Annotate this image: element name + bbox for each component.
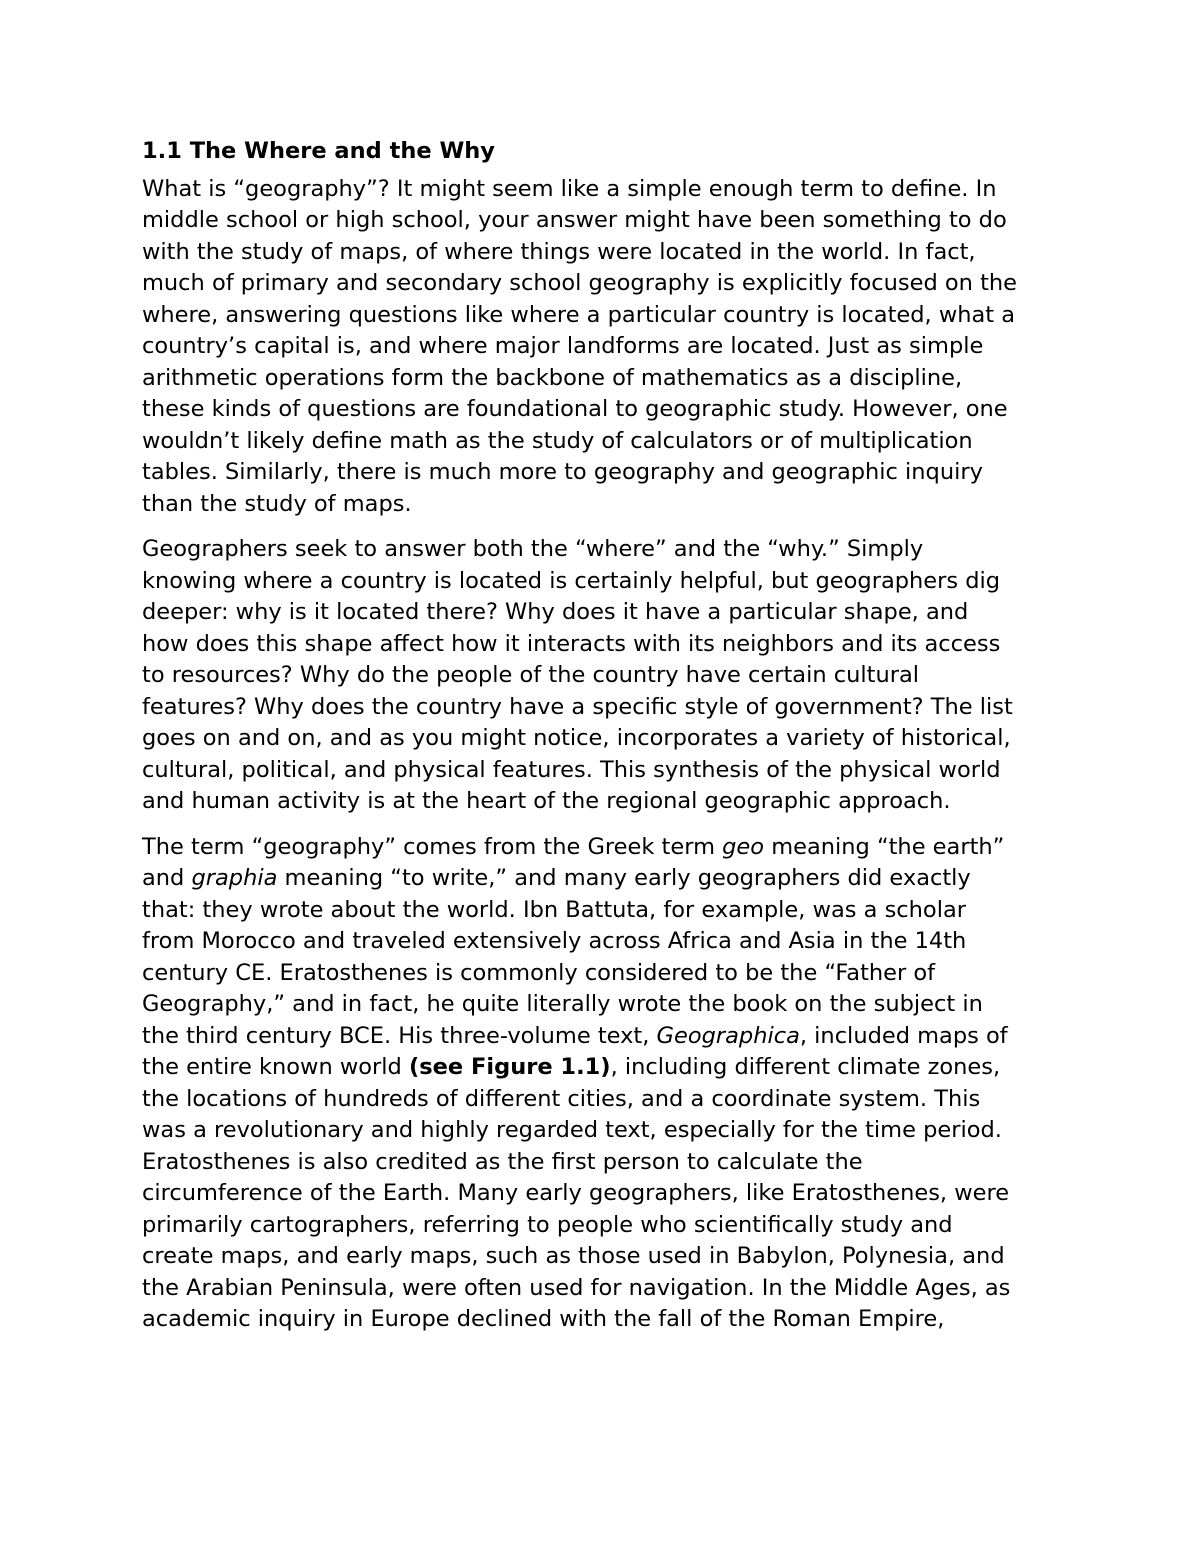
text-run: the third century BCE. His three-volume text, bbox=[142, 1022, 657, 1049]
text-line: What is “geography”? It might seem like a simple enough term to define. In bbox=[142, 175, 997, 202]
text-run: , including different climate zones, bbox=[610, 1054, 1001, 1080]
section-heading: 1.1 The Where and the Why bbox=[142, 138, 495, 164]
text-line: cultural, political, and physical features. This synthesis of the physical world bbox=[142, 756, 1001, 783]
text-line: the locations of hundreds of different cities, and a coordinate system. This bbox=[142, 1085, 981, 1112]
text-line: where, answering questions like where a particular country is located, what a bbox=[142, 301, 1016, 328]
text-line: century CE. Eratosthenes is commonly considered to be the “Father of bbox=[142, 959, 936, 986]
text-line bbox=[142, 1021, 1072, 1053]
italic-title: Geographica bbox=[656, 1022, 800, 1049]
text-line: how does this shape affect how it interacts with its neighbors and its access bbox=[142, 630, 1001, 657]
text-line: to resources? Why do the people of the country have certain cultural bbox=[142, 662, 920, 688]
text-line bbox=[142, 863, 1072, 895]
text-line: than the study of maps. bbox=[142, 490, 412, 517]
text-run: The term “geography” comes from the Greek term bbox=[142, 833, 723, 860]
text-line: create maps, and early maps, such as those used in Babylon, Polynesia, and bbox=[142, 1243, 1005, 1269]
text-line: from Morocco and traveled extensively across Africa and Asia in the 14th bbox=[142, 928, 967, 954]
text-line: the Arabian Peninsula, were often used for navigation. In the Middle Ages, as bbox=[142, 1274, 1011, 1301]
text-line bbox=[142, 1052, 1072, 1084]
text-line: goes on and on, and as you might notice, incorporates a variety of historical, bbox=[142, 725, 1011, 751]
text-line: knowing where a country is located is certainly helpful, but geographers dig bbox=[142, 567, 1001, 594]
italic-term: geo bbox=[722, 833, 765, 860]
figure-reference: (see Figure 1.1) bbox=[408, 1054, 611, 1080]
text-line: deeper: why is it located there? Why does it have a particular shape, and bbox=[142, 599, 969, 625]
text-line bbox=[142, 832, 1072, 864]
paragraph-3 bbox=[142, 832, 1072, 1336]
text-line: was a revolutionary and highly regarded text, especially for the time period. bbox=[142, 1117, 1002, 1143]
text-line: that: they wrote about the world. Ibn Battuta, for example, was a scholar bbox=[142, 896, 966, 923]
text-line: middle school or high school, your answer might have been something to do bbox=[142, 207, 1007, 233]
text-line: tables. Similarly, there is much more to geography and geographic inquiry bbox=[142, 459, 983, 485]
text-line: arithmetic operations form the backbone of mathematics as a discipline, bbox=[142, 364, 963, 391]
text-run: and bbox=[142, 865, 192, 891]
paragraph-1 bbox=[142, 174, 1072, 521]
text-line: features? Why does the country have a specific style of government? The list bbox=[142, 693, 1013, 720]
text-line: with the study of maps, of where things were located in the world. In fact, bbox=[142, 238, 976, 265]
text-line: much of primary and secondary school geography is explicitly focused on the bbox=[142, 270, 1018, 296]
text-line: primarily cartographers, referring to people who scientifically study and bbox=[142, 1211, 953, 1238]
text-line: and human activity is at the heart of the regional geographic approach. bbox=[142, 788, 951, 814]
paragraph-2 bbox=[142, 534, 1072, 818]
text-line: Eratosthenes is also credited as the first person to calculate the bbox=[142, 1148, 863, 1175]
text-run: the entire known world bbox=[142, 1054, 409, 1080]
text-line: country’s capital is, and where major landforms are located. Just as simple bbox=[142, 333, 984, 359]
text-line: Geography,” and in fact, he quite literally wrote the book on the subject in bbox=[142, 991, 983, 1017]
text-run: meaning “to write,” and many early geographers did exactly bbox=[277, 865, 971, 891]
text-line: wouldn’t likely define math as the study of calculators or of multiplication bbox=[142, 427, 973, 454]
text-run: , included maps of bbox=[799, 1022, 1008, 1049]
text-run: meaning “the earth” bbox=[764, 833, 1005, 860]
text-line: Geographers seek to answer both the “where” and the “why.” Simply bbox=[142, 536, 924, 562]
text-line: academic inquiry in Europe declined with the fall of the Roman Empire, bbox=[142, 1306, 945, 1332]
text-line: circumference of the Earth. Many early geographers, like Eratosthenes, were bbox=[142, 1180, 1010, 1206]
document-body bbox=[142, 136, 1072, 1350]
text-line: these kinds of questions are foundational to geographic study. However, one bbox=[142, 396, 1008, 422]
italic-term: graphia bbox=[191, 865, 278, 891]
